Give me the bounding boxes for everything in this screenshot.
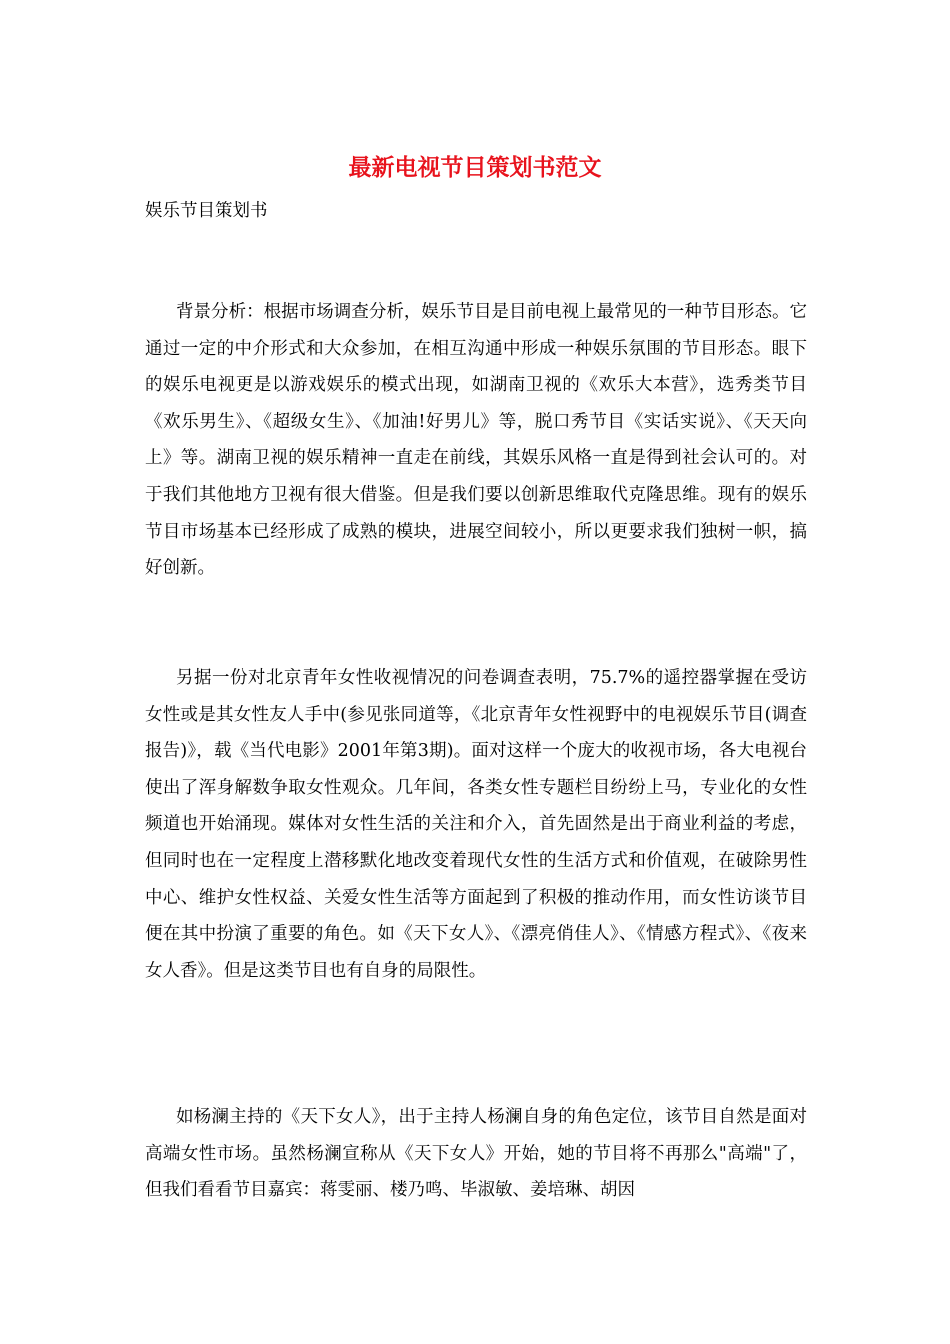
document-title: 最新电视节目策划书范文	[348, 154, 602, 181]
paragraph-yanglan: 如杨澜主持的《天下女人》，出于主持人杨澜自身的角色定位，该节目自然是面对高端女性市场。虽然杨澜宣称从《天下女人》开始，她的节目将不再那么"高端"了，但我们看看节目嘉宾：蒋雯丽、楼乃鸣、毕淑敏、姜培琳、胡因	[145, 1107, 807, 1201]
paragraph-background-analysis: 背景分析：根据市场调查分析，娱乐节目是目前电视上最常见的一种节目形态。它通过一定的中介形式和大众参加，在相互沟通中形成一种娱乐氛围的节目形态。眼下的娱乐电视更是以游戏娱乐的模式出现，如湖南卫视的《欢乐大本营》，选秀类节目《欢乐男生》、《超级女生》、《加油!好男儿》等，脱口秀节目《实话实说》、《天天向上》等。湖南卫视的娱乐精神一直走在前线，其娱乐风格一直是得到社会认可的。对于我们其他地方卫视有很大借鉴。但是我们要以创新思维取代克隆思维。现有的娱乐节目市场基本已经形成了成熟的模块，进展空间较小，所以更要求我们独树一帜，搞好创新。	[145, 302, 807, 579]
document-subtitle: 娱乐节目策划书	[145, 201, 268, 221]
paragraph-survey: 另据一份对北京青年女性收视情况的问卷调查表明，75.7%的遥控器掌握在受访女性或是其女性友人手中(参见张同道等，《北京青年女性视野中的电视娱乐节目(调查报告)》，载《当代电影》2001年第3期)。面对这样一个庞大的收视市场，各大电视台使出了浑身解数争取女性观众。几年间，各类女性专题栏目纷纷上马，专业化的女性频道也开始涌现。媒体对女性生活的关注和介入，首先固然是出于商业利益的考虑，但同时也在一定程度上潜移默化地改变着现代女性的生活方式和价值观，在破除男性中心、维护女性权益、关爱女性生活等方面起到了积极的推动作用，而女性访谈节目便在其中扮演了重要的角色。如《天下女人》、《漂亮俏佳人》、《情感方程式》、《夜来女人香》。但是这类节目也有自身的局限性。	[145, 668, 807, 981]
